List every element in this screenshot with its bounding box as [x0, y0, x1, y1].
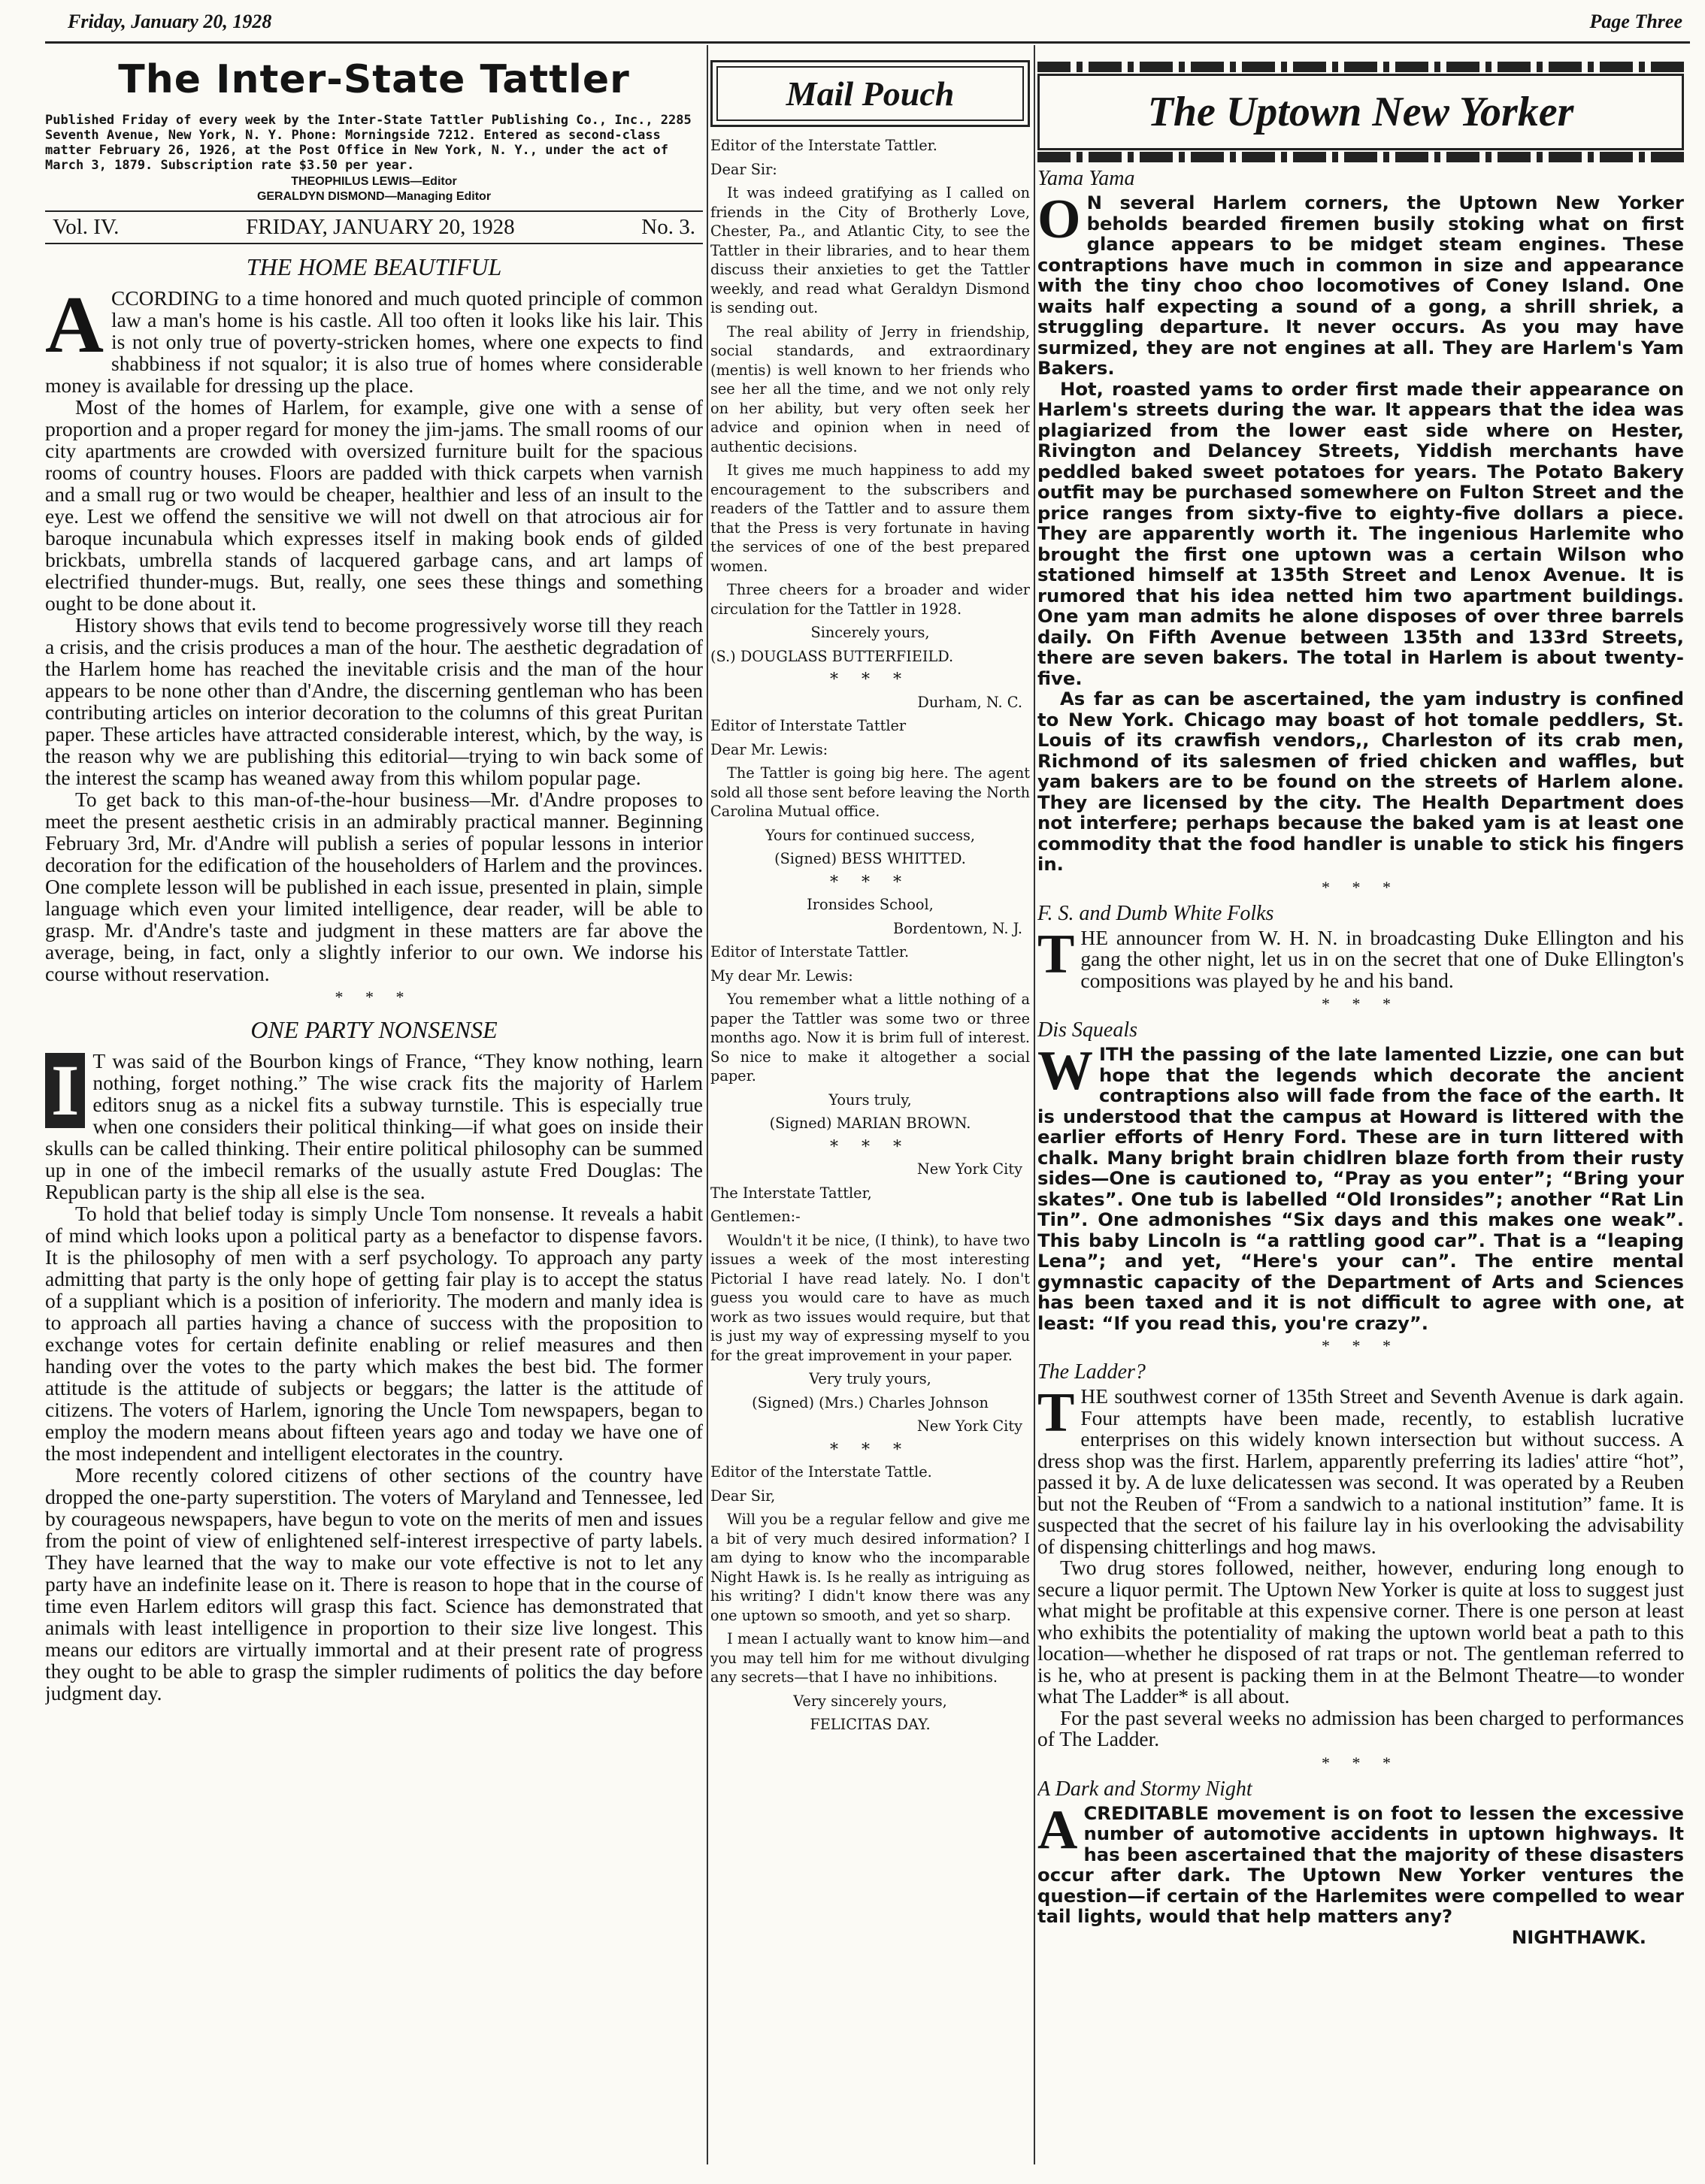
subhead-dark-night: A Dark and Stormy Night: [1037, 1777, 1252, 1801]
dis-body: [1037, 1040, 1684, 1334]
letter-5-paragraph-1: Will you be a regular fellow and give me a bit of very much desired information? I am dying to know who the incomparable Night Hawk is. Is he really as intriguing as his writing? I didn't know there was any one uptown so smooth, and yet so sharp.: [710, 1511, 1030, 1624]
letters-body: [710, 136, 1030, 1735]
dis-paragraph-1: ITH the passing of the late lamented Lizzie, one can but hope that the legends which decorate the ancient contraptions also will fade from the face of the earth. It is understood that the campus at Howard is littered with the earlier efforts of Henry Ford. These are in turn littered with chalk. Many bright brain chidlren blaze forth from their rusty sides—One is cautioned to, “Pray as you enter”; “Bring your skates”. One tub is labelled “Old Ironsides”; another “Rat Lin Tin”. One admonishes “Six days and this makes one weak”. This baby Lincoln is “a rattling good car”. That is a “leaping Lena”; and yet, “Here's your can”. The entire mental gymnastic capacity of the Department of Arts and Sciences has been taxed and it is not difficult to agree with one, at least: “If you read this, you're crazy”.: [1037, 1043, 1684, 1334]
dropcap-t: T: [1037, 1382, 1075, 1444]
letter-1-close: Sincerely yours,: [810, 624, 930, 641]
letter-5-close: Very sincerely yours,: [793, 1692, 947, 1710]
letter-separator: * * *: [830, 873, 910, 892]
dropcap-a: A: [1037, 1798, 1078, 1861]
section-separator: * * *: [1322, 877, 1400, 897]
dropcap-i: I: [45, 1053, 85, 1128]
home-paragraph-3: History shows that evils tend to become progressively worse till they reach a crisis, and the crisis produces a man of the hour. The aesthetic degradation of the Harlem home has reached the inevitable crisis and the man of the hour appears to be none other than d'Andre, the discerning gentleman who has been contributing articles on interior decoration to the columns of this great Puritan paper. These articles have attracted considerable interest, which, by the way, is the reason why we are publishing this editorial—trying to win back some of the interest the scamp has weaned away from this whilom popular page.: [45, 613, 703, 789]
section-separator: * * *: [335, 988, 413, 1006]
dark-paragraph-1: CREDITABLE movement is on foot to lessen the excessive number of automotive accidents in uptown highways. It has been ascertained that the majority of these disasters occur after dark. The Uptown New Yorker ventures the question—if certain of the Harlemites were compelled to wear tail lights, would that help matters any?: [1037, 1801, 1684, 1927]
letter-2-place: Durham, N. C.: [917, 693, 1022, 711]
home-paragraph-2: Most of the homes of Harlem, for example, give one with a sense of proportion and a proper regard for money the jim-jams. The small rooms of our city apartments are crowded with oversized furniture built for the spacious rooms of country houses. Floors are padded with thick carpets when varnish and a small rug or two would be cheaper, healthier and less of an insult to the eye. Lest we offend the sensitive we will not dwell on that atrocious air for baroque incunabula which expresses itself in making book ends of gilded brickbats, umbrella stands of lacquered garbage cans, and art lamps of electrified thunder-mugs. But, really, one sees these things and something ought to be done about it.: [45, 395, 703, 615]
letter-1-paragraph-1: It was indeed gratifying as I called on friends in the City of Brotherly Love, Chester, Pa., and Atlantic City, to see the Tattler in their libraries, and to hear them discuss their anxieties to get the Tattler weekly, and read what Geraldyn Dismond is sending out.: [710, 184, 1030, 316]
letter-3-place-2: Bordentown, N. J.: [893, 919, 1022, 937]
managing-editor-line: GERALDYN DISMOND—Managing Editor: [256, 190, 492, 203]
fs-paragraph-1: HE announcer from W. H. N. in broadcasting Duke Ellington and his gang the other night, let us in on the secret that one of Duke Ellington's compositions was played by he and his band.: [1080, 925, 1684, 992]
letter-2-close: Yours for continued success,: [765, 826, 976, 844]
letter-4-signature: (Signed) (Mrs.) Charles Johnson: [752, 1393, 989, 1411]
column-signature: NIGHTHAWK.: [1511, 1925, 1646, 1948]
dropcap-a: A: [45, 280, 104, 370]
letter-5-signature: FELICITAS DAY.: [810, 1716, 931, 1733]
header-date: Friday, January 20, 1928: [68, 11, 272, 32]
letter-1-signature: (S.) DOUGLASS BUTTERFIEILD.: [710, 647, 954, 665]
letter-separator: * * *: [830, 670, 910, 689]
issue-date: FRIDAY, JANUARY 20, 1928: [246, 215, 515, 239]
uptown-heading-frame: [1037, 62, 1684, 162]
letter-1-salute: Dear Sir:: [710, 160, 777, 178]
letter-3-signature: (Signed) MARIAN BROWN.: [769, 1115, 971, 1132]
ladder-body: [1037, 1382, 1684, 1750]
mail-pouch-title: Mail Pouch: [716, 66, 1024, 121]
letter-2-to: Editor of Interstate Tattler: [710, 717, 907, 734]
letter-2-salute: Dear Mr. Lewis:: [710, 740, 828, 758]
editorial-party-body: [45, 1050, 703, 1704]
yama-paragraph-2: Hot, roasted yams to order first made their appearance on Harlem's streets during the war. It appears that the idea was plagiarized from the lower east side where on Hester, Rivington and Delancey Streets, Yiddish merchants have peddled baked sweet potatoes for years. The Potato Bakery outfit may be purchased somewhere on Fulton Street and the price ranges from sixty-five to eighty-five dollars a piece. They are apparently worth it. The ingenious Harlemite who brought the first one uptown was a certain Wilson who stationed himself at 135th Street and Lenox Avenue. It is rumored that his idea netted him two apartment buildings. One yam man admits he alone disposes of over three barrels daily. On Fifth Avenue between 135th and 133rd Streets, there are seven bakers. The total in Harlem is about twenty-five.: [1037, 377, 1684, 689]
editor-line: THEOPHILUS LEWIS—Editor: [291, 175, 457, 188]
ladder-paragraph-3: For the past several weeks no admission has been charged to performances of The Ladder.: [1037, 1705, 1684, 1750]
party-paragraph-2: To hold that belief today is simply Uncle Tom nonsense. It reveals a habit of mind which looks upon a political party as a benefactor to dispense favors. It is the philosophy of men with a serf psychology. To approach any party admitting that party is the only hope of getting fair play is to accept the status of a suppliant which is a position of inferiority. The modern and manly idea is to approach all parties having a chance of success with the proposition to exchange votes for certain definite enabling or relief measures and then handing over the votes to the party which makes the best bid. The former attitude is the attitude of subjects or beggars; the latter is the attitude of citizens. The voters of Harlem, ignoring the Uncle Tom newspapers, began to employ the modern means about fifteen years ago and today we have one of the most independent and intelligent electorates in the country.: [45, 1202, 703, 1465]
home-paragraph-1: CCORDING to a time honored and much quoted principle of common law a man's home is his castle. All too often it looks like his lair. This is not only true of poverty-stricken homes, where one expects to find shabbiness if not squalor; it is also true of homes where considerable money is available for dressing up the place.: [45, 286, 703, 397]
column-divider-1: [707, 45, 708, 2164]
home-paragraph-4: To get back to this man-of-the-hour business—Mr. d'Andre proposes to meet the present aesthetic crisis in an admirably practical manner. Beginning February 3rd, Mr. d'Andre will publish a series of popular lessons in interior decoration for the edification of the householders of Harlem and the provinces. One complete lesson will be published in each issue, presented in plain, simple language which even your limited intelligence, dear reader, will be able to grasp. Mr. d'Andre's taste and judgment in these matters are far above the average, being, in fact, only a slightly inferior to our own. We indorse his course without reservation.: [45, 788, 703, 985]
ornament-border-top: [1037, 62, 1684, 72]
dropcap-w: W: [1037, 1040, 1093, 1102]
letter-1-to: Editor of the Interstate Tattler.: [710, 137, 937, 154]
letter-2-signature: (Signed) BESS WHITTED.: [774, 850, 966, 867]
letter-5-salute: Dear Sir,: [710, 1487, 776, 1505]
letter-1-paragraph-4: Three cheers for a broader and wider circulation for the Tattler in 1928.: [710, 581, 1030, 618]
letter-separator: * * *: [830, 1137, 910, 1157]
letter-4-to: The Interstate Tattler,: [710, 1184, 872, 1202]
letter-3-salute: My dear Mr. Lewis:: [710, 966, 853, 985]
ladder-paragraph-1: HE southwest corner of 135th Street and Seventh Avenue is dark again. Four attempts have been made, recently, to establish lucrative enterprises on this widely known intersection but without success. A dress shop was the first. Harlem, apparently preferring its ladies' attire “hot”, passed it by. A de luxe delicatessen was second. It was operated by a Reuben but not the Reuben of “From a sandwich to a national institution” fame. It is suspected that the secret of his failure lay in his overlooking the advisability of dispensing chitterlings and hog maws.: [1037, 1384, 1684, 1558]
subhead-ladder: The Ladder?: [1037, 1360, 1146, 1384]
section-separator: * * *: [1322, 994, 1400, 1013]
subhead-fs: F. S. and Dumb White Folks: [1037, 901, 1274, 925]
publication-info: Published Friday of every week by the Inter-State Tattler Publishing Co., Inc., 2285 Seventh Avenue, New York, N. Y. Phone: Morningside 7212. Entered as second-class matter February 26, 1926, at the Post Office in New York, N. Y., under the act of March 3, 1879. Subscription rate $3.50 per year.: [45, 113, 692, 173]
editorial-title-party: ONE PARTY NONSENSE: [250, 1016, 498, 1043]
mail-pouch-column: [710, 53, 1030, 2157]
letter-1-paragraph-2: The real ability of Jerry in friendship, social standards, and extraordinary (mentis) is well known to her friends who see her all the time, and we not only rely on her ability, but very often seek her advice and opinion when in need of authentic decisions.: [710, 322, 1030, 455]
yama-paragraph-3: As far as can be ascertained, the yam industry is confined to New York. Chicago may boast of hot tomale peddlers, St. Louis of its crawfish vendors,, Charleston of its crab men, Richmond of its salesmen of fried chicken and waffles, but yam bakers are to be found on the streets of Harlem alone. They are licensed by the city. The Health Department does not interfere; perhaps because the baked yam is at least one commodity that the food handler is unable to stick his fingers in.: [1037, 688, 1684, 875]
subhead-dis-squeals: Dis Squeals: [1037, 1018, 1137, 1042]
ornament-border-bottom: [1037, 152, 1684, 162]
letter-1-paragraph-3: It gives me much happiness to add my encouragement to the subscribers and readers of the Tattler and to assure them that the Press is very fortunate in having the services of one of the best prepared women.: [710, 461, 1030, 575]
masthead-title: The Inter-State Tattler: [118, 57, 630, 102]
letter-4-close: Very truly yours,: [809, 1370, 931, 1387]
fs-body: [1037, 923, 1684, 992]
letter-3-close: Yours truly,: [828, 1090, 912, 1109]
letter-5-to: Editor of the Interstate Tattle.: [710, 1463, 932, 1481]
party-paragraph-3: More recently colored citizens of other sections of the country have dropped the one-party superstition. The voters of Maryland and Tennessee, led by courageous newspapers, have begun to vote on the merits of men and issues from the point of view of enlightened self-interest irrespective of party labels. They have learned that the way to make our vote effective is not to let any party have an indefinite lease on it. There is reason to hope that in the course of time even Harlem editors will grasp this fact. Science has demonstrated that animals with least intelligence in proportion to their size live longest. This means our editors are virtually immortal and at their present rate of progress they ought to be able to grasp the simpler rudiments of politics the day before judgment day.: [45, 1463, 703, 1705]
letter-3-place-1: Ironsides School,: [807, 896, 934, 913]
column-divider-2: [1034, 45, 1035, 2164]
editorial-title-home: THE HOME BEAUTIFUL: [246, 253, 502, 280]
dropcap-o: O: [1037, 189, 1081, 250]
dropcap-t: T: [1037, 923, 1075, 985]
issue-number: No. 3.: [641, 215, 695, 239]
letter-4-place: New York City: [916, 1160, 1022, 1178]
yama-paragraph-1: N several Harlem corners, the Uptown New Yorker beholds bearded firemen busily stoking what on first glance appears to be midget steam engines. These contraptions have much in common in size and appearance with the tiny choo choo locomotives of Coney Island. One waits half expecting a sound of a gong, a shrill shriek, a struggling departure. It never occurs. As you may have surmized, they are not engines at all. They are Harlem's Yam Bakers.: [1037, 192, 1684, 379]
letter-4-signature-place: New York City: [916, 1417, 1022, 1435]
letter-5-paragraph-2: I mean I actually want to know him—and you may tell him for me without divulging any secrets—that I have no inhibitions.: [710, 1630, 1030, 1686]
header-page-number: Page Three: [1589, 11, 1682, 32]
subhead-yama: Yama Yama: [1037, 167, 1135, 190]
dark-body: [1037, 1798, 1684, 1948]
section-separator: * * *: [1322, 1753, 1400, 1772]
letter-separator: * * *: [830, 1440, 910, 1460]
header-rule: [45, 41, 1690, 44]
yama-body: [1037, 189, 1684, 875]
volume-bar: [45, 210, 703, 244]
uptown-new-yorker-column: [1037, 53, 1684, 2157]
party-paragraph-1: T was said of the Bourbon kings of France, “They know nothing, learn nothing, forget nothing.” The wise crack fits the majority of Harlem editors snug as a nickel fits a subway turnstile. This is especially true when one considers their political thinking—if what goes on inside their skulls can be called thinking. Their entire political philosophy can be summed up in one of the imbecil remarks of the usually astute Fred Douglas: The Republican party is the ship all else is the sea.: [45, 1049, 703, 1203]
mail-pouch-heading-box: [710, 60, 1030, 127]
letter-4-salute: Gentlemen:-: [710, 1208, 801, 1225]
letter-3-paragraph-1: You remember what a little nothing of a paper the Tattler was some two or three months ago. Now it is brim full of interest. So nice to make it altogether a social paper.: [710, 991, 1030, 1084]
volume-number: Vol. IV.: [53, 215, 120, 239]
uptown-title: The Uptown New Yorker: [1037, 74, 1684, 150]
editorial-home-body: [45, 280, 703, 985]
ladder-paragraph-2: Two drug stores followed, neither, however, enduring long enough to secure a liquor permit. The Uptown New Yorker is quite at loss to suggest just what might be profitable at this expensive corner. There is one person at least who exhibits the potentiality of making the uptown world beat a path to this location—whether he disposed of rat traps or not. The gentleman referred to is he, who at present is packing them in at the Belmont Theatre—to wonder what The Ladder* is all about.: [1037, 1556, 1684, 1708]
page-header: [68, 11, 1682, 41]
letter-4-paragraph-1: Wouldn't it be nice, (I think), to have two issues a week of the most interesting Pictorial I have read lately. No. I don't guess you would care to have as much work as two issues would require, but that is just my way of expressing myself to you for the great improvement in your paper.: [710, 1231, 1030, 1364]
letter-2-paragraph-1: The Tattler is going big here. The agent sold all those sent before leaving the North Carolina Mutual office.: [710, 764, 1030, 820]
editorial-column: [45, 53, 703, 2157]
letter-3-to: Editor of Interstate Tattler.: [710, 943, 910, 960]
section-separator: * * *: [1322, 1336, 1400, 1355]
